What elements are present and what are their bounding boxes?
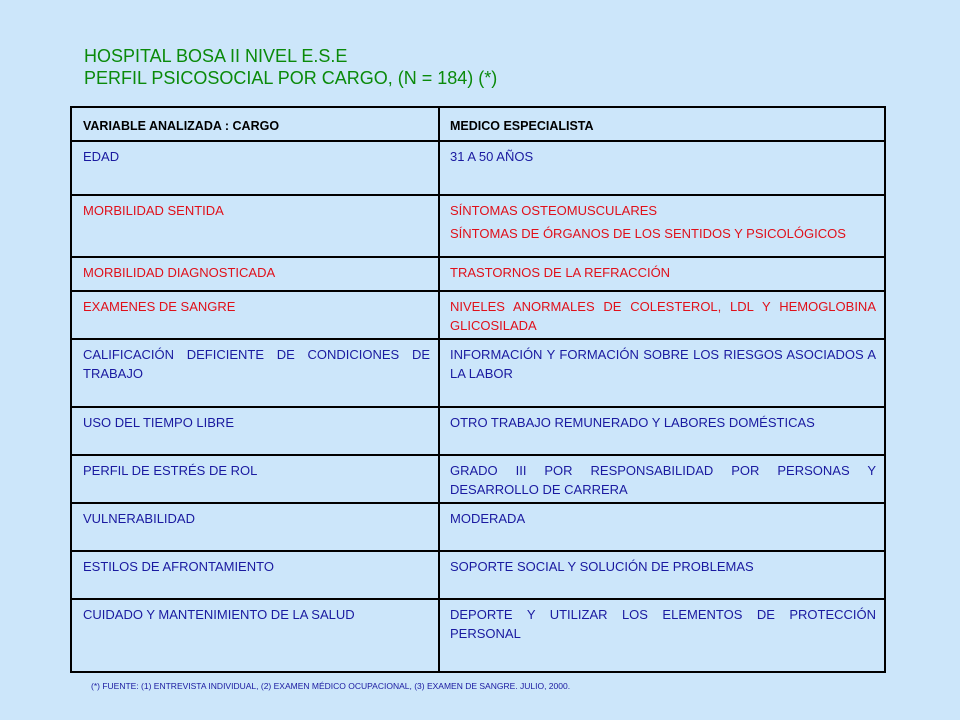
row-value-line: SÍNTOMAS OSTEOMUSCULARES [450,203,658,218]
title-line-1: HOSPITAL BOSA II NIVEL E.S.E [84,46,348,66]
profile-table [70,106,886,673]
row-variable: EDAD [72,142,440,196]
row-variable: ESTILOS DE AFRONTAMIENTO [72,552,440,600]
row-value: 31 A 50 AÑOS [440,142,884,196]
row-value: SOPORTE SOCIAL Y SOLUCIÓN DE PROBLEMAS [440,552,884,600]
row-value: MODERADA [440,504,884,552]
page-title [84,45,497,89]
row-value: TRASTORNOS DE LA REFRACCIÓN [440,258,884,292]
title-line-2: PERFIL PSICOSOCIAL POR CARGO, (N = 184) (*) [84,68,498,88]
row-variable: USO DEL TIEMPO LIBRE [72,408,440,456]
row-variable: CUIDADO Y MANTENIMIENTO DE LA SALUD [72,600,440,671]
header-variable: VARIABLE ANALIZADA : CARGO [72,108,440,142]
row-value: GRADO III POR RESPONSABILIDAD POR PERSONAS Y DESARROLLO DE CARRERA [440,456,884,504]
row-variable: EXAMENES DE SANGRE [72,292,440,340]
row-value: DEPORTE Y UTILIZAR LOS ELEMENTOS DE PROTECCIÓN PERSONAL [450,607,876,641]
row-value-line: SÍNTOMAS DE ÓRGANOS DE LOS SENTIDOS Y PSICOLÓGICOS [450,226,846,241]
row-variable: MORBILIDAD SENTIDA [72,196,440,258]
header-cargo: MEDICO ESPECIALISTA [440,108,884,142]
row-value: NIVELES ANORMALES DE COLESTEROL, LDL Y HEMOGLOBINA GLICOSILADA [440,292,884,340]
row-value: INFORMACIÓN Y FORMACIÓN SOBRE LOS RIESGOS ASOCIADOS A LA LABOR [440,340,884,408]
row-value [440,196,884,258]
row-value: OTRO TRABAJO REMUNERADO Y LABORES DOMÉSTICAS [440,408,884,456]
row-variable: MORBILIDAD DIAGNOSTICADA [72,258,440,292]
row-variable: VULNERABILIDAD [72,504,440,552]
row-variable: PERFIL DE ESTRÉS DE ROL [72,456,440,504]
source-footnote: (*) FUENTE: (1) ENTREVISTA INDIVIDUAL, (2) EXAMEN MÉDICO OCUPACIONAL, (3) EXAMEN DE SANGRE. JULIO, 2000. [91,681,571,691]
row-variable: CALIFICACIÓN DEFICIENTE DE CONDICIONES DE TRABAJO [72,340,440,408]
